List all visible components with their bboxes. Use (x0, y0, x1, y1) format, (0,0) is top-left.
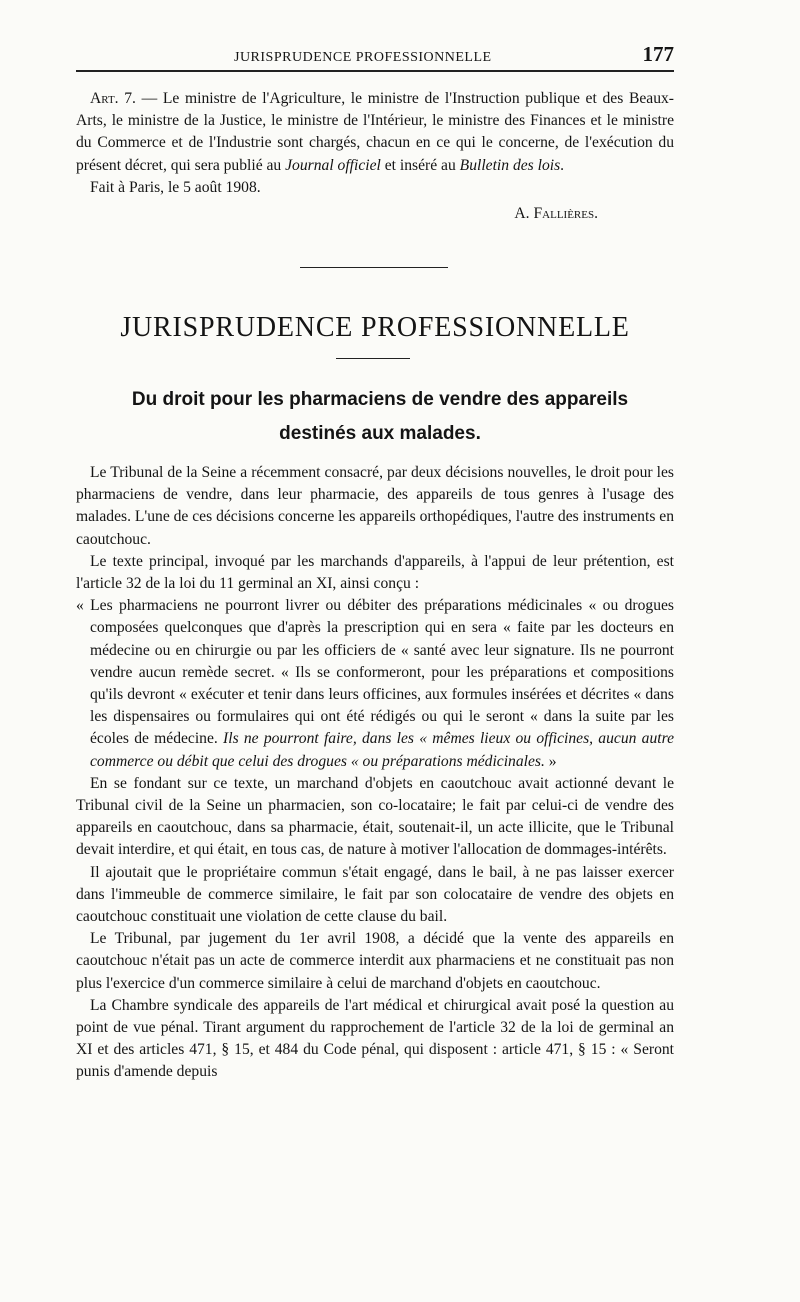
paragraph-5: Le Tribunal, par jugement du 1er avril 1908, a décidé que la vente des appareils en caoutchouc n'était pas un acte de commerce interdit aux pharmaciens et ne constituait pas non plus l'exercice d'un commerce similaire à celui de marchand d'objets en caoutchouc. (76, 930, 674, 992)
paragraph-6: La Chambre syndicale des appareils de l'art médical et chirurgical avait posé la question au point de vue pénal. Tirant argument du rapprochement de l'article 32 de la loi de germinal an XI et des articles 471, § 15, et 484 du Code pénal, qui disposent : article 471, § 15 : « Seront punis d'amende depuis (76, 996, 674, 1081)
paragraph-3: En se fondant sur ce texte, un marchand d'objets en caoutchouc avait actionné devant le Tribunal civil de la Seine un pharmacien, son co-locataire; le fait par celui-ci de vendre des appareils en caoutchouc, dans sa pharmacie, était, soutenait-il, un acte illicite, que le Tribunal devait interdire, et qui était, en tous cas, de nature à motiver l'allocation de dommages-intérêts. (76, 774, 674, 859)
decree-block (76, 88, 674, 225)
section-divider (300, 267, 448, 268)
article-body (76, 462, 674, 1084)
article-label: Art. 7. (90, 90, 136, 107)
paragraph-1: Le Tribunal de la Seine a récemment consacré, par deux décisions nouvelles, le droit pour les pharmaciens de vendre, dans leur pharmacie, des appareils de tous genres à l'usage des malades. L'une de ces décisions concerne les appareils orthopédiques, l'autre des instruments en caoutchouc. (76, 464, 674, 548)
section-title: JURISPRUDENCE PROFESSIONNELLE (120, 312, 630, 343)
signature: A. Fallières. (514, 205, 598, 223)
header-rule (76, 70, 674, 72)
quotation-emphasis: Ils ne pourront faire, dans les « mêmes lieux ou officines, aucun autre commerce ou débit que celui des drogues « ou préparations médicinales. (90, 730, 674, 770)
law-quotation: « Les pharmaciens ne pourront livrer ou débiter des préparations médicinales « ou drogues composées quelconques que d'après la prescription qui en sera « faite par les docteurs en médecine ou en chirurgie ou par les officiers de « santé avec leur signature. Ils ne pourront vendre aucun remède secret. « Ils se conformeront, pour les préparations et compositions qu'ils devront « exécuter et tenir dans leurs officines, aux formules insérées et décrites « dans les dispensaires ou formulaires qui ont été rédigés ou qui le seront « dans la suite par les écoles de médecine. Ils ne pourront faire, dans les « mêmes lieux ou officines, aucun autre commerce ou débit que celui des drogues « ou préparations médicinales. » (76, 597, 674, 770)
title-underline (336, 358, 410, 359)
paragraph-2: Le texte principal, invoqué par les marchands d'appareils, à l'appui de leur prétention, est l'article 32 de la loi du 11 germinal an XI, ainsi conçu : (76, 552, 674, 593)
decree-date: Fait à Paris, le 5 août 1908. (90, 178, 261, 196)
running-header (76, 42, 674, 67)
bulletin-des-lois: Bulletin des lois (459, 156, 561, 174)
article-title: Du droit pour les pharmaciens de vendre des appareils destinés aux malades. (131, 389, 629, 444)
page-number: 177 (642, 42, 674, 66)
running-title: JURISPRUDENCE PROFESSIONNELLE (234, 50, 492, 65)
paragraph-4: Il ajoutait que le propriétaire commun s'était engagé, dans le bail, à ne pas laisser exercer dans l'immeuble de commerce similaire, le fait par son colocataire de vendre des objets en caoutchouc constituait une violation de cette clause du bail. (76, 863, 674, 926)
decree-article: Art. 7. — Le ministre de l'Agriculture, le ministre de l'Instruction publique et des Beaux-Arts, le ministre de la Justice, le ministre de l'Intérieur, le ministre des Finances et le ministre du Commerce et de l'Industrie sont chargés, chacun en ce qui le concerne, de l'exécution du présent décret, qui sera publié au Journal officiel et inséré au Bulletin des lois. (76, 90, 674, 174)
journal-officiel: Journal officiel (285, 156, 381, 174)
